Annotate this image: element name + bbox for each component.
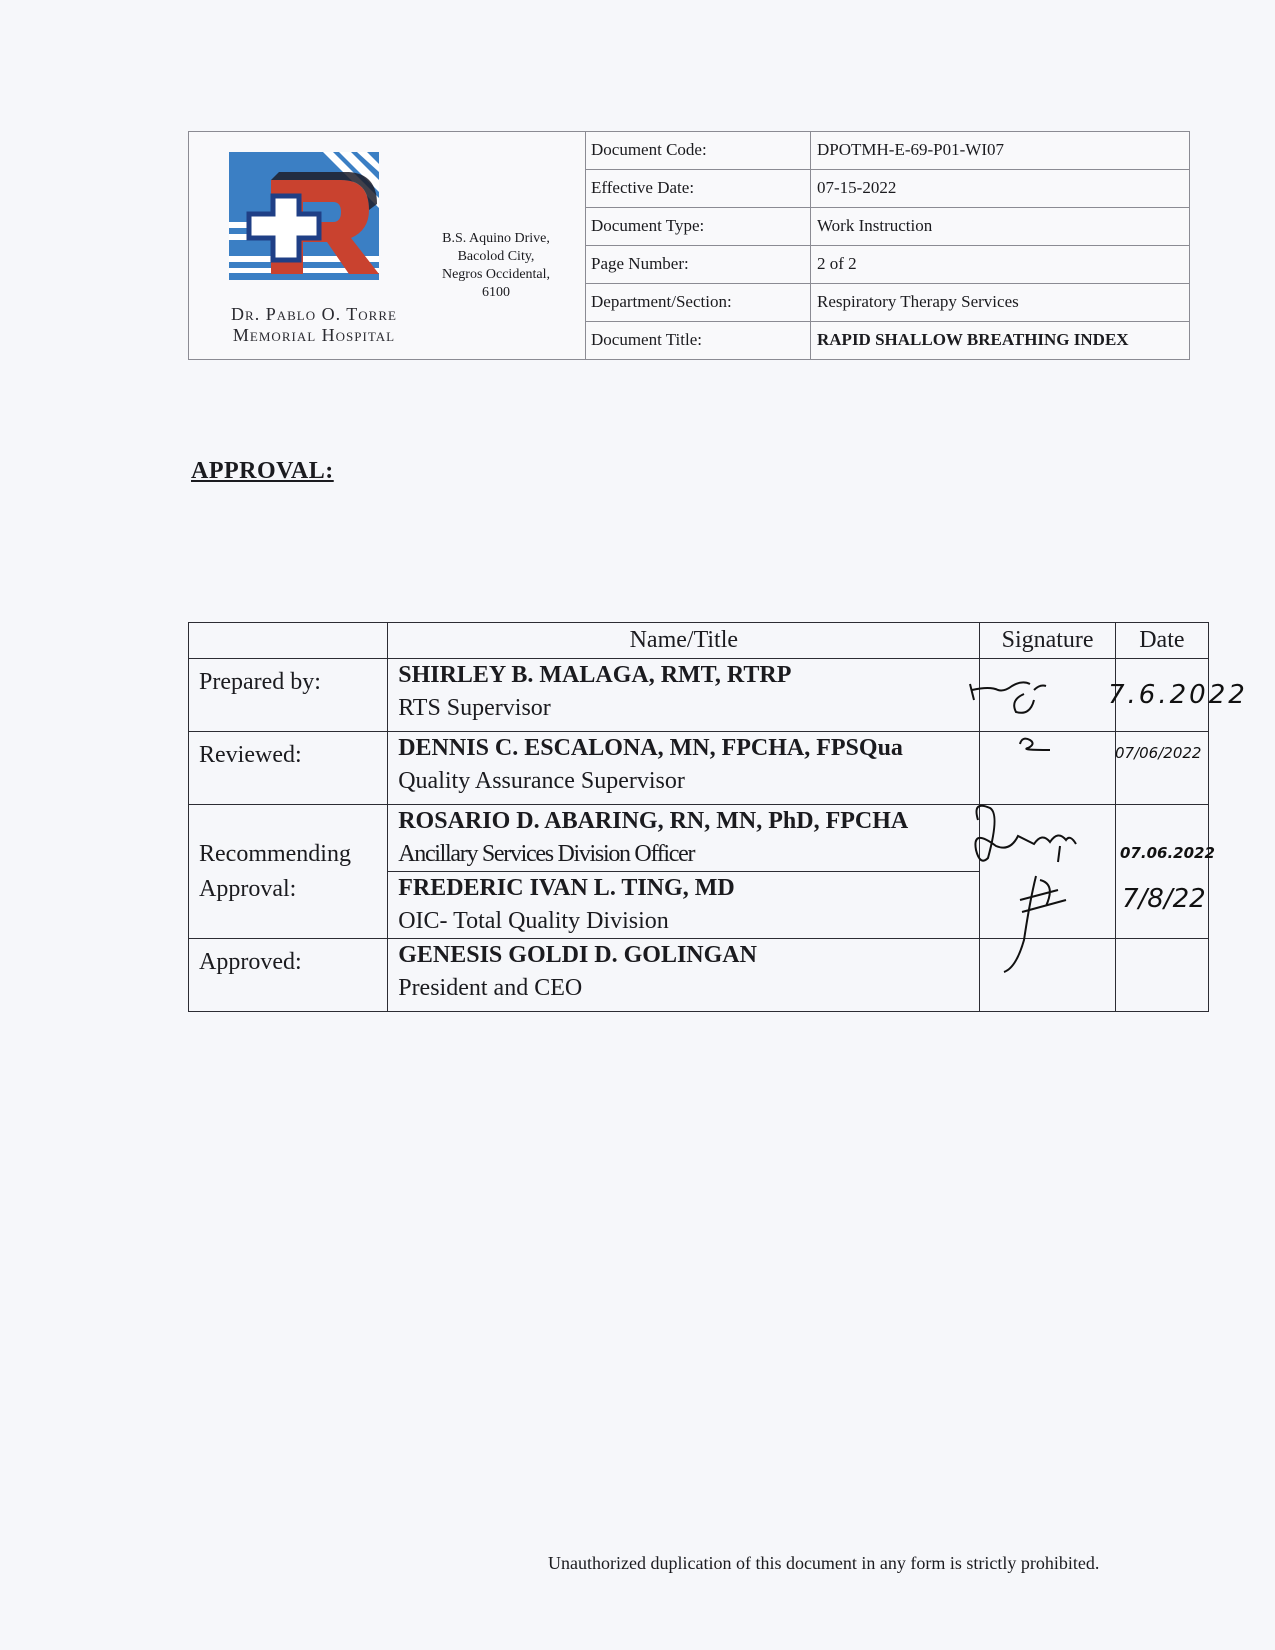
hospital-name-line1: Dr. Pablo O. Torre bbox=[231, 304, 397, 324]
meta-value: 07-15-2022 bbox=[811, 169, 1190, 207]
meta-row bbox=[585, 207, 1189, 245]
address-line: 6100 bbox=[482, 285, 510, 300]
approval-table bbox=[188, 622, 1209, 1012]
date-handwritten: 07.06.2022 bbox=[1120, 844, 1215, 862]
document-meta-table bbox=[585, 132, 1189, 359]
address-line: Negros Occidental, bbox=[441, 267, 551, 282]
column-header bbox=[189, 623, 388, 659]
approval-row bbox=[189, 659, 1209, 732]
address-line: B.S. Aquino Drive, bbox=[442, 231, 550, 246]
meta-key: Document Type: bbox=[585, 207, 811, 245]
date-cell bbox=[1115, 805, 1208, 939]
meta-value: Work Instruction bbox=[811, 207, 1190, 245]
name-title-cell bbox=[388, 939, 980, 1012]
row-label: Approved: bbox=[189, 939, 388, 1012]
person-title: President and CEO bbox=[398, 975, 583, 1001]
meta-key: Department/Section: bbox=[585, 283, 811, 321]
date-handwritten: 7/8/22 bbox=[1122, 884, 1206, 914]
person-title: OIC- Total Quality Division bbox=[398, 908, 669, 934]
signature-cell bbox=[980, 659, 1115, 732]
address-line: Bacolod City, bbox=[457, 249, 535, 264]
person-name: GENESIS GOLDI D. GOLINGAN bbox=[398, 942, 757, 968]
hospital-name bbox=[209, 304, 419, 346]
name-title-cell bbox=[388, 872, 980, 939]
meta-key: Document Code: bbox=[585, 132, 811, 169]
hospital-logo bbox=[229, 152, 389, 292]
person-title: Ancillary Services Division Officer bbox=[398, 841, 695, 867]
person-name: FREDERIC IVAN L. TING, MD bbox=[398, 875, 735, 901]
name-title-cell bbox=[388, 659, 980, 732]
approval-row bbox=[189, 805, 1209, 872]
column-header: Date bbox=[1115, 623, 1208, 659]
name-title-cell bbox=[388, 805, 980, 872]
meta-row bbox=[585, 245, 1189, 283]
date-cell bbox=[1115, 939, 1208, 1012]
date-cell bbox=[1115, 732, 1208, 805]
date-cell bbox=[1115, 659, 1208, 732]
hospital-address bbox=[421, 230, 571, 302]
person-name: DENNIS C. ESCALONA, MN, FPCHA, FPSQua bbox=[398, 735, 903, 761]
signature-cell bbox=[980, 805, 1115, 939]
meta-row bbox=[585, 283, 1189, 321]
meta-key: Document Title: bbox=[585, 321, 811, 359]
meta-value: DPOTMH-E-69-P01-WI07 bbox=[811, 132, 1190, 169]
meta-row bbox=[585, 169, 1189, 207]
column-header: Name/Title bbox=[388, 623, 980, 659]
row-label: Reviewed: bbox=[189, 732, 388, 805]
hospital-name-line2: Memorial Hospital bbox=[232, 325, 396, 345]
approval-row bbox=[189, 939, 1209, 1012]
meta-value: Respiratory Therapy Services bbox=[811, 283, 1190, 321]
person-name: SHIRLEY B. MALAGA, RMT, RTRP bbox=[398, 662, 792, 688]
approval-heading: APPROVAL: bbox=[191, 458, 334, 484]
footer-notice: Unauthorized duplication of this document in any form is strictly prohibited. bbox=[548, 1553, 1100, 1573]
approval-header-row bbox=[189, 623, 1209, 659]
approval-row bbox=[189, 732, 1209, 805]
document-header bbox=[188, 131, 1190, 360]
row-label bbox=[189, 805, 388, 939]
person-title: Quality Assurance Supervisor bbox=[398, 768, 685, 794]
meta-row bbox=[585, 132, 1189, 169]
name-title-cell bbox=[388, 732, 980, 805]
row-label-line: Approval: bbox=[199, 875, 297, 902]
signature-cell bbox=[980, 732, 1115, 805]
person-name: ROSARIO D. ABARING, RN, MN, PhD, FPCHA bbox=[398, 808, 909, 834]
meta-key: Effective Date: bbox=[585, 169, 811, 207]
meta-value: 2 of 2 bbox=[811, 245, 1190, 283]
date-handwritten: 07/06/2022 bbox=[1115, 744, 1202, 762]
person-title: RTS Supervisor bbox=[398, 695, 551, 721]
signature-cell bbox=[980, 939, 1115, 1012]
column-header: Signature bbox=[980, 623, 1115, 659]
date-handwritten: 7.6.2022 bbox=[1108, 680, 1248, 710]
logo-cell bbox=[189, 132, 586, 359]
document-title: RAPID SHALLOW BREATHING INDEX bbox=[817, 330, 1129, 350]
row-label-line: Recommending bbox=[199, 840, 351, 867]
row-label: Prepared by: bbox=[189, 659, 388, 732]
meta-row bbox=[585, 321, 1189, 359]
meta-key: Page Number: bbox=[585, 245, 811, 283]
